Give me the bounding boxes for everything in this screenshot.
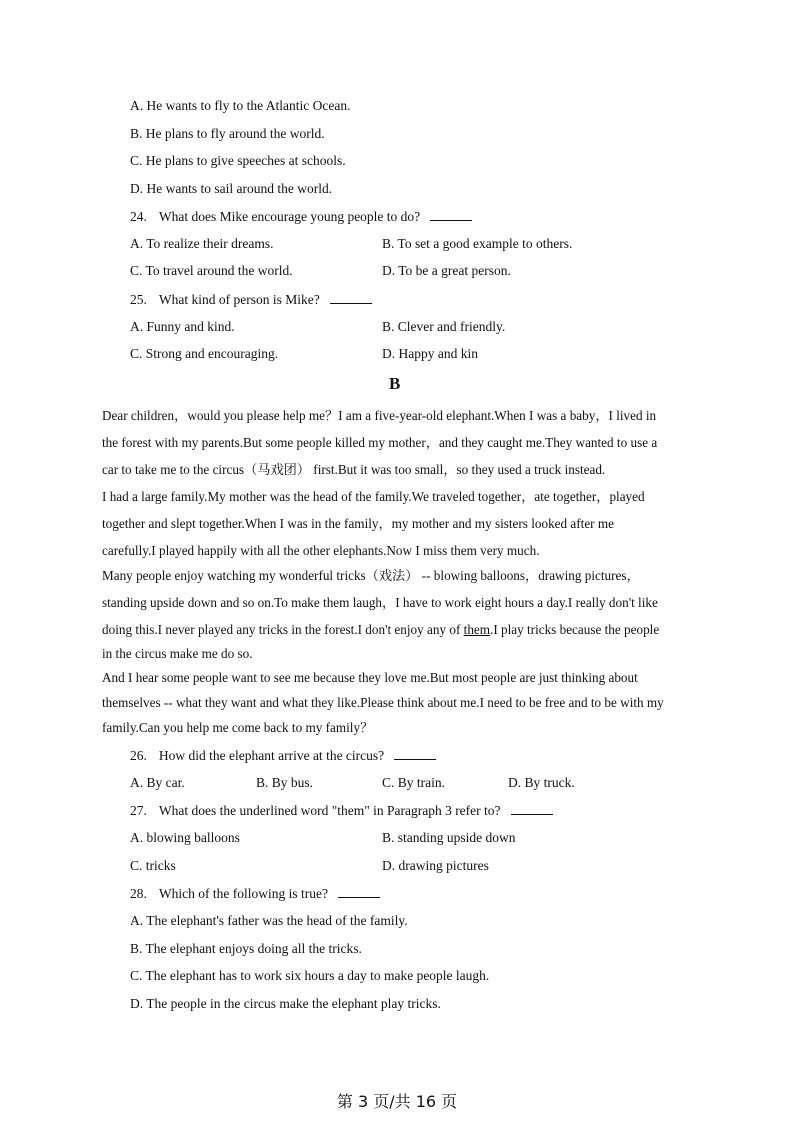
section-title: B xyxy=(389,374,401,393)
underlined-word: them xyxy=(463,622,491,637)
q25-text: What kind of person is Mike? xyxy=(158,292,320,307)
passage-line: car to take me to the circus（马戏团） first.But it was too small，so they used a truck instead. xyxy=(102,462,606,477)
q24-question xyxy=(130,207,472,226)
q25-answer-blank[interactable] xyxy=(330,290,372,304)
q23-option-b: B. He plans to fly around the world. xyxy=(130,126,325,141)
q23-option-d: D. He wants to sail around the world. xyxy=(130,181,333,196)
page-footer: 第 3 页/共 16 页 xyxy=(336,1092,458,1111)
passage-line: And I hear some people want to see me because they love me.But most people are just thinking about xyxy=(102,670,638,685)
q28-option-d: D. The people in the circus make the elephant play tricks. xyxy=(130,996,441,1011)
q28-number: 28. xyxy=(130,886,147,901)
passage-line: together and slept together.When I was in the family，my mother and my sisters looked after me xyxy=(102,516,614,531)
q23-option-a: A. He wants to fly to the Atlantic Ocean. xyxy=(130,98,351,113)
q24-number: 24. xyxy=(130,209,147,224)
q27-option-a: A. blowing balloons xyxy=(130,830,240,845)
q27-number: 27. xyxy=(130,803,147,818)
q28-option-a: A. The elephant's father was the head of the family. xyxy=(130,913,408,928)
q26-number: 26. xyxy=(130,748,147,763)
q24-option-a: A. To realize their dreams. xyxy=(130,236,274,251)
q24-option-c: C. To travel around the world. xyxy=(130,263,293,278)
q26-text: How did the elephant arrive at the circus? xyxy=(158,748,385,763)
q28-answer-blank[interactable] xyxy=(338,884,380,898)
q24-answer-blank[interactable] xyxy=(430,207,472,221)
q25-option-a: A. Funny and kind. xyxy=(130,319,235,334)
q25-question xyxy=(130,290,372,309)
passage-line: Dear children，would you please help me？I am a five-year-old elephant.When I was a baby，I lived in xyxy=(102,408,657,423)
q27-text: What does the underlined word "them" in Paragraph 3 refer to? xyxy=(158,803,501,818)
q27-answer-blank[interactable] xyxy=(511,801,553,815)
passage-line: themselves -- what they want and what they like.Please think about me.I need to be free and to be with my xyxy=(102,695,664,710)
q25-option-d: D. Happy and kin xyxy=(382,346,478,361)
passage-line-text: .I play tricks because the people xyxy=(490,622,660,637)
q27-question xyxy=(130,801,553,820)
q25-option-c: C. Strong and encouraging. xyxy=(130,346,279,361)
q27-option-b: B. standing upside down xyxy=(382,830,516,845)
q23-option-c: C. He plans to give speeches at schools. xyxy=(130,153,346,168)
q28-option-b: B. The elephant enjoys doing all the tricks. xyxy=(130,941,362,956)
q24-option-b: B. To set a good example to others. xyxy=(382,236,573,251)
q25-option-b: B. Clever and friendly. xyxy=(382,319,506,334)
q24-option-d: D. To be a great person. xyxy=(382,263,511,278)
passage-line: family.Can you help me come back to my family？ xyxy=(102,720,374,735)
passage-line: Many people enjoy watching my wonderful tricks（戏法） -- blowing balloons，drawing pictures， xyxy=(102,568,640,583)
q24-text: What does Mike encourage young people to do? xyxy=(158,209,421,224)
q26-option-a: A. By car. xyxy=(130,775,185,790)
q26-option-b: B. By bus. xyxy=(256,775,314,790)
passage-line: I had a large family.My mother was the head of the family.We traveled together，ate together，played xyxy=(102,489,645,504)
passage-line: standing upside down and so on.To make them laugh，I have to work eight hours a day.I really don't like xyxy=(102,595,658,610)
passage-line: in the circus make me do so. xyxy=(102,646,253,661)
q26-answer-blank[interactable] xyxy=(394,746,436,760)
passage-line xyxy=(102,621,659,639)
q26-option-d: D. By truck. xyxy=(508,775,575,790)
q26-option-c: C. By train. xyxy=(382,775,445,790)
q25-number: 25. xyxy=(130,292,147,307)
q26-question xyxy=(130,746,436,765)
q28-option-c: C. The elephant has to work six hours a day to make people laugh. xyxy=(130,968,490,983)
q27-option-c: C. tricks xyxy=(130,858,176,873)
q27-option-d: D. drawing pictures xyxy=(382,858,489,873)
passage-line-text: doing this.I never played any tricks in the forest.I don't enjoy any of xyxy=(102,622,464,637)
passage-line: carefully.I played happily with all the other elephants.Now I miss them very much. xyxy=(102,543,540,558)
passage-line: the forest with my parents.But some people killed my mother，and they caught me.They wanted to use a xyxy=(102,435,658,450)
q28-question xyxy=(130,884,380,903)
q28-text: Which of the following is true? xyxy=(158,886,328,901)
